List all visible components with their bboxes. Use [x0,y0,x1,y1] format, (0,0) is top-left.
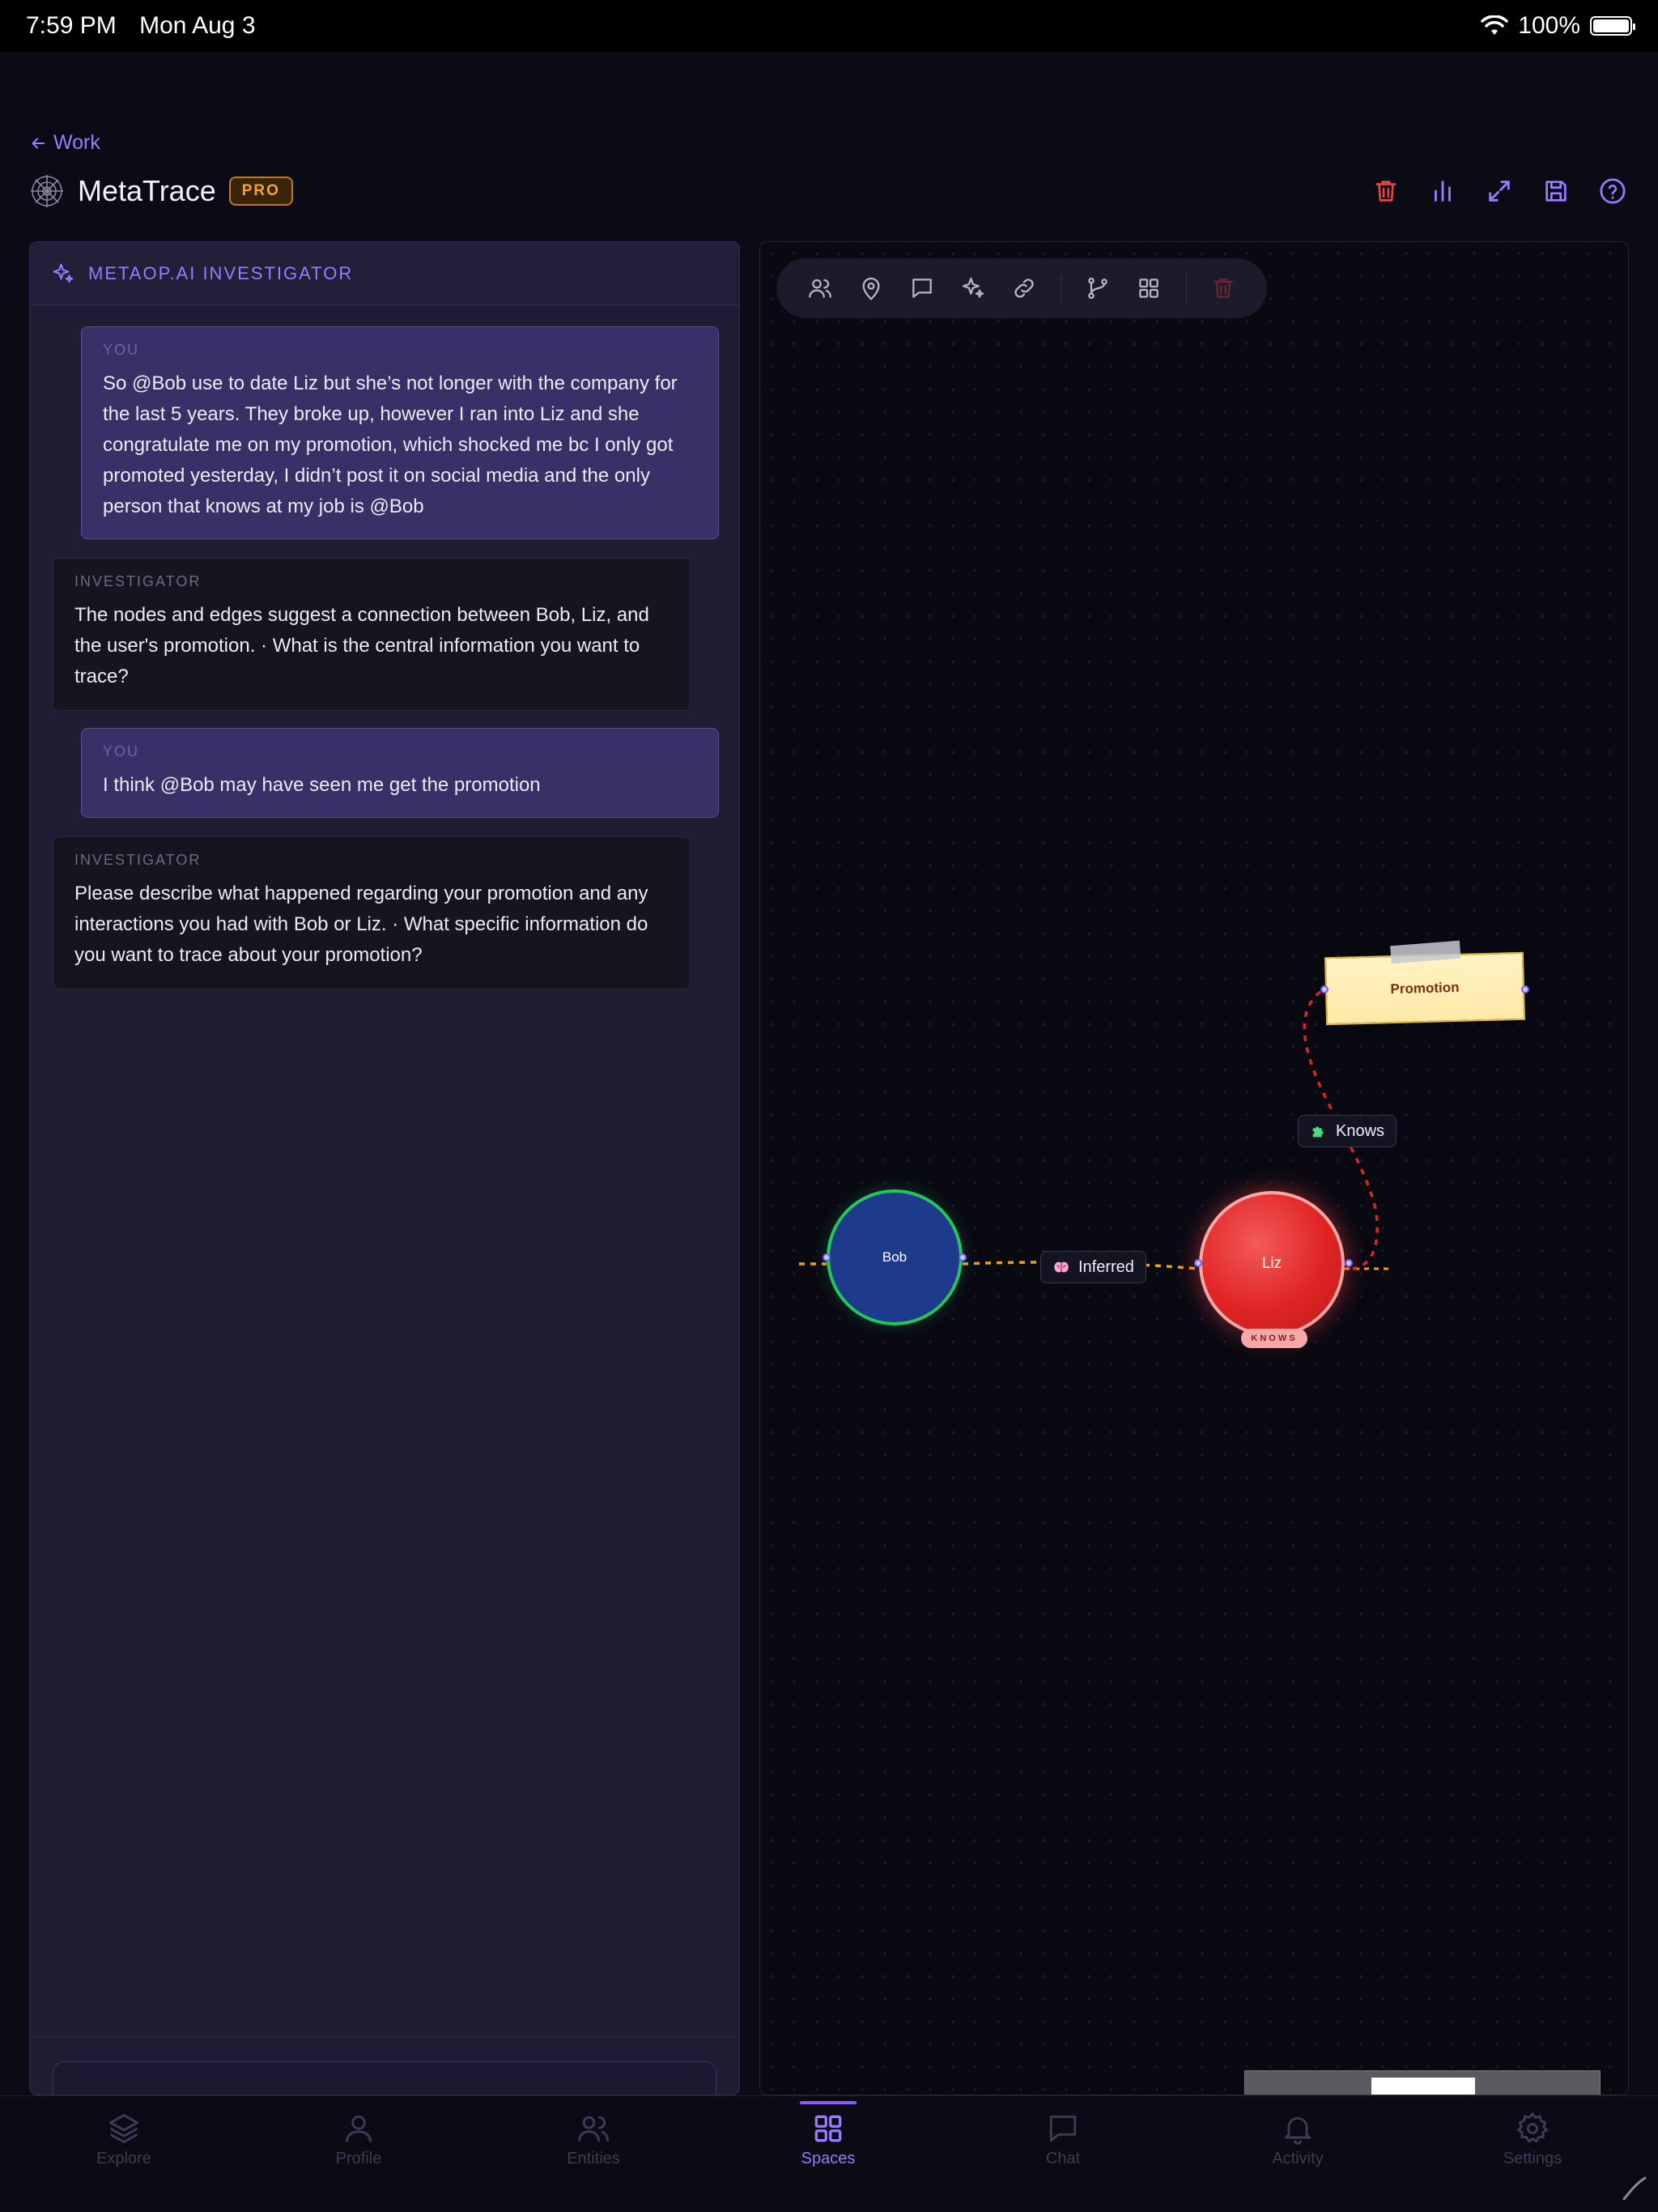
save-icon [1542,177,1570,205]
investigator-title: METAOP.AI INVESTIGATOR [88,262,354,283]
tab-chat[interactable] [982,2111,1144,2168]
investigator-panel [29,241,740,2095]
title-row [29,173,293,209]
brain-icon [1052,1258,1070,1276]
trash-icon [1372,177,1400,205]
save-button[interactable] [1541,177,1571,206]
header-actions [1371,177,1627,206]
resize-grip-icon [1619,2173,1648,2202]
node-handle[interactable] [959,1253,967,1261]
page-title: MetaTrace [78,174,216,207]
sparkles-icon [51,262,75,286]
edge-label-text: Inferred [1078,1257,1134,1276]
tab-bar [0,2095,1658,2212]
battery-icon [1590,16,1632,36]
edge-label-knows[interactable] [1298,1115,1397,1147]
node-handle[interactable] [1320,985,1329,993]
message-text: The nodes and edges suggest a connection between Bob, Liz, and the user's promotion. · What is the central information you want to trace? [74,604,649,687]
help-icon [1599,177,1626,205]
arrow-left-icon [29,134,47,152]
users-icon [576,2111,611,2146]
node-handle[interactable] [1521,985,1529,993]
help-button[interactable] [1598,177,1627,206]
tab-label: Settings [1503,2150,1562,2167]
tab-entities[interactable] [512,2111,674,2168]
status-bar [0,0,1658,52]
pro-badge: PRO [229,177,293,206]
investigator-header [30,242,739,305]
status-left [26,12,272,40]
chat-input-area [30,2036,739,2095]
note-promotion[interactable] [1324,952,1525,1025]
chat-input[interactable] [53,2061,716,2095]
fullscreen-button[interactable] [1485,177,1514,206]
wifi-icon [1481,15,1508,36]
graph-edges [760,242,1629,2095]
delete-button[interactable] [1371,177,1401,206]
back-link[interactable] [29,131,100,155]
spiderweb-icon [29,173,65,209]
investigator-message [53,558,691,711]
message-role: INVESTIGATOR [74,852,202,868]
user-message [81,728,719,818]
node-liz-label: Liz [1261,1255,1282,1272]
edge-label-text: Knows [1336,1121,1385,1140]
tab-active-indicator [800,2101,857,2104]
stats-button[interactable] [1428,177,1457,206]
node-handle[interactable] [1345,1259,1353,1267]
puzzle-icon [1310,1122,1328,1140]
user-icon [341,2111,376,2146]
bell-icon [1280,2111,1316,2146]
status-right [1481,12,1632,40]
investigator-message [53,836,691,989]
tab-label: Chat [1045,2150,1081,2167]
node-liz-tag: KNOWS [1241,1329,1307,1348]
tab-profile[interactable] [278,2111,440,2168]
minimap-viewport[interactable] [1371,2078,1475,2095]
node-handle[interactable] [823,1253,831,1261]
chart-bar-icon [1429,177,1456,205]
battery-percent: 100% [1518,12,1580,39]
tab-activity[interactable] [1217,2111,1379,2168]
chat-icon [1045,2111,1081,2146]
tab-spaces[interactable] [747,2111,909,2168]
tab-settings[interactable] [1452,2111,1613,2168]
node-bob[interactable] [827,1189,963,1325]
tab-label: Spaces [801,2150,856,2167]
node-bob-label: Bob [882,1249,908,1265]
message-text: So @Bob use to date Liz but she’s not longer with the company for the last 5 years. They broke up, however I ran into Liz and she congratulate me on my promotion, which shocked me bc I only got promoted yesterday, I didn’t post it on social media and the only person that knows at my job is @Bob [103,372,678,517]
node-liz[interactable] [1199,1191,1345,1337]
gear-icon [1515,2111,1550,2146]
message-role: INVESTIGATOR [74,573,202,589]
note-promotion-label: Promotion [1390,979,1460,998]
back-link-label: Work [53,131,100,154]
message-role: YOU [103,342,140,358]
tab-label: Activity [1272,2150,1324,2167]
graph-canvas[interactable] [759,241,1629,2095]
expand-icon [1486,177,1513,205]
tab-label: Profile [335,2150,382,2167]
tab-label: Explore [96,2150,151,2167]
tab-explore[interactable] [43,2111,205,2168]
user-message [81,326,719,539]
tab-label: Entities [567,2150,620,2167]
message-role: YOU [103,743,140,759]
status-date: Mon Aug 3 [139,12,256,39]
edge-label-inferred[interactable] [1040,1251,1146,1283]
grid-icon [810,2111,846,2146]
minimap[interactable] [1244,2070,1601,2095]
message-text: I think @Bob may have seen me get the promotion [103,774,541,796]
message-text: Please describe what happened regarding your promotion and any interactions you had with Bob or Liz. · What specific information do you want to trace about your promotion? [74,883,648,966]
node-handle[interactable] [1194,1259,1202,1267]
status-time: 7:59 PM [26,12,117,39]
layers-icon [106,2111,142,2146]
